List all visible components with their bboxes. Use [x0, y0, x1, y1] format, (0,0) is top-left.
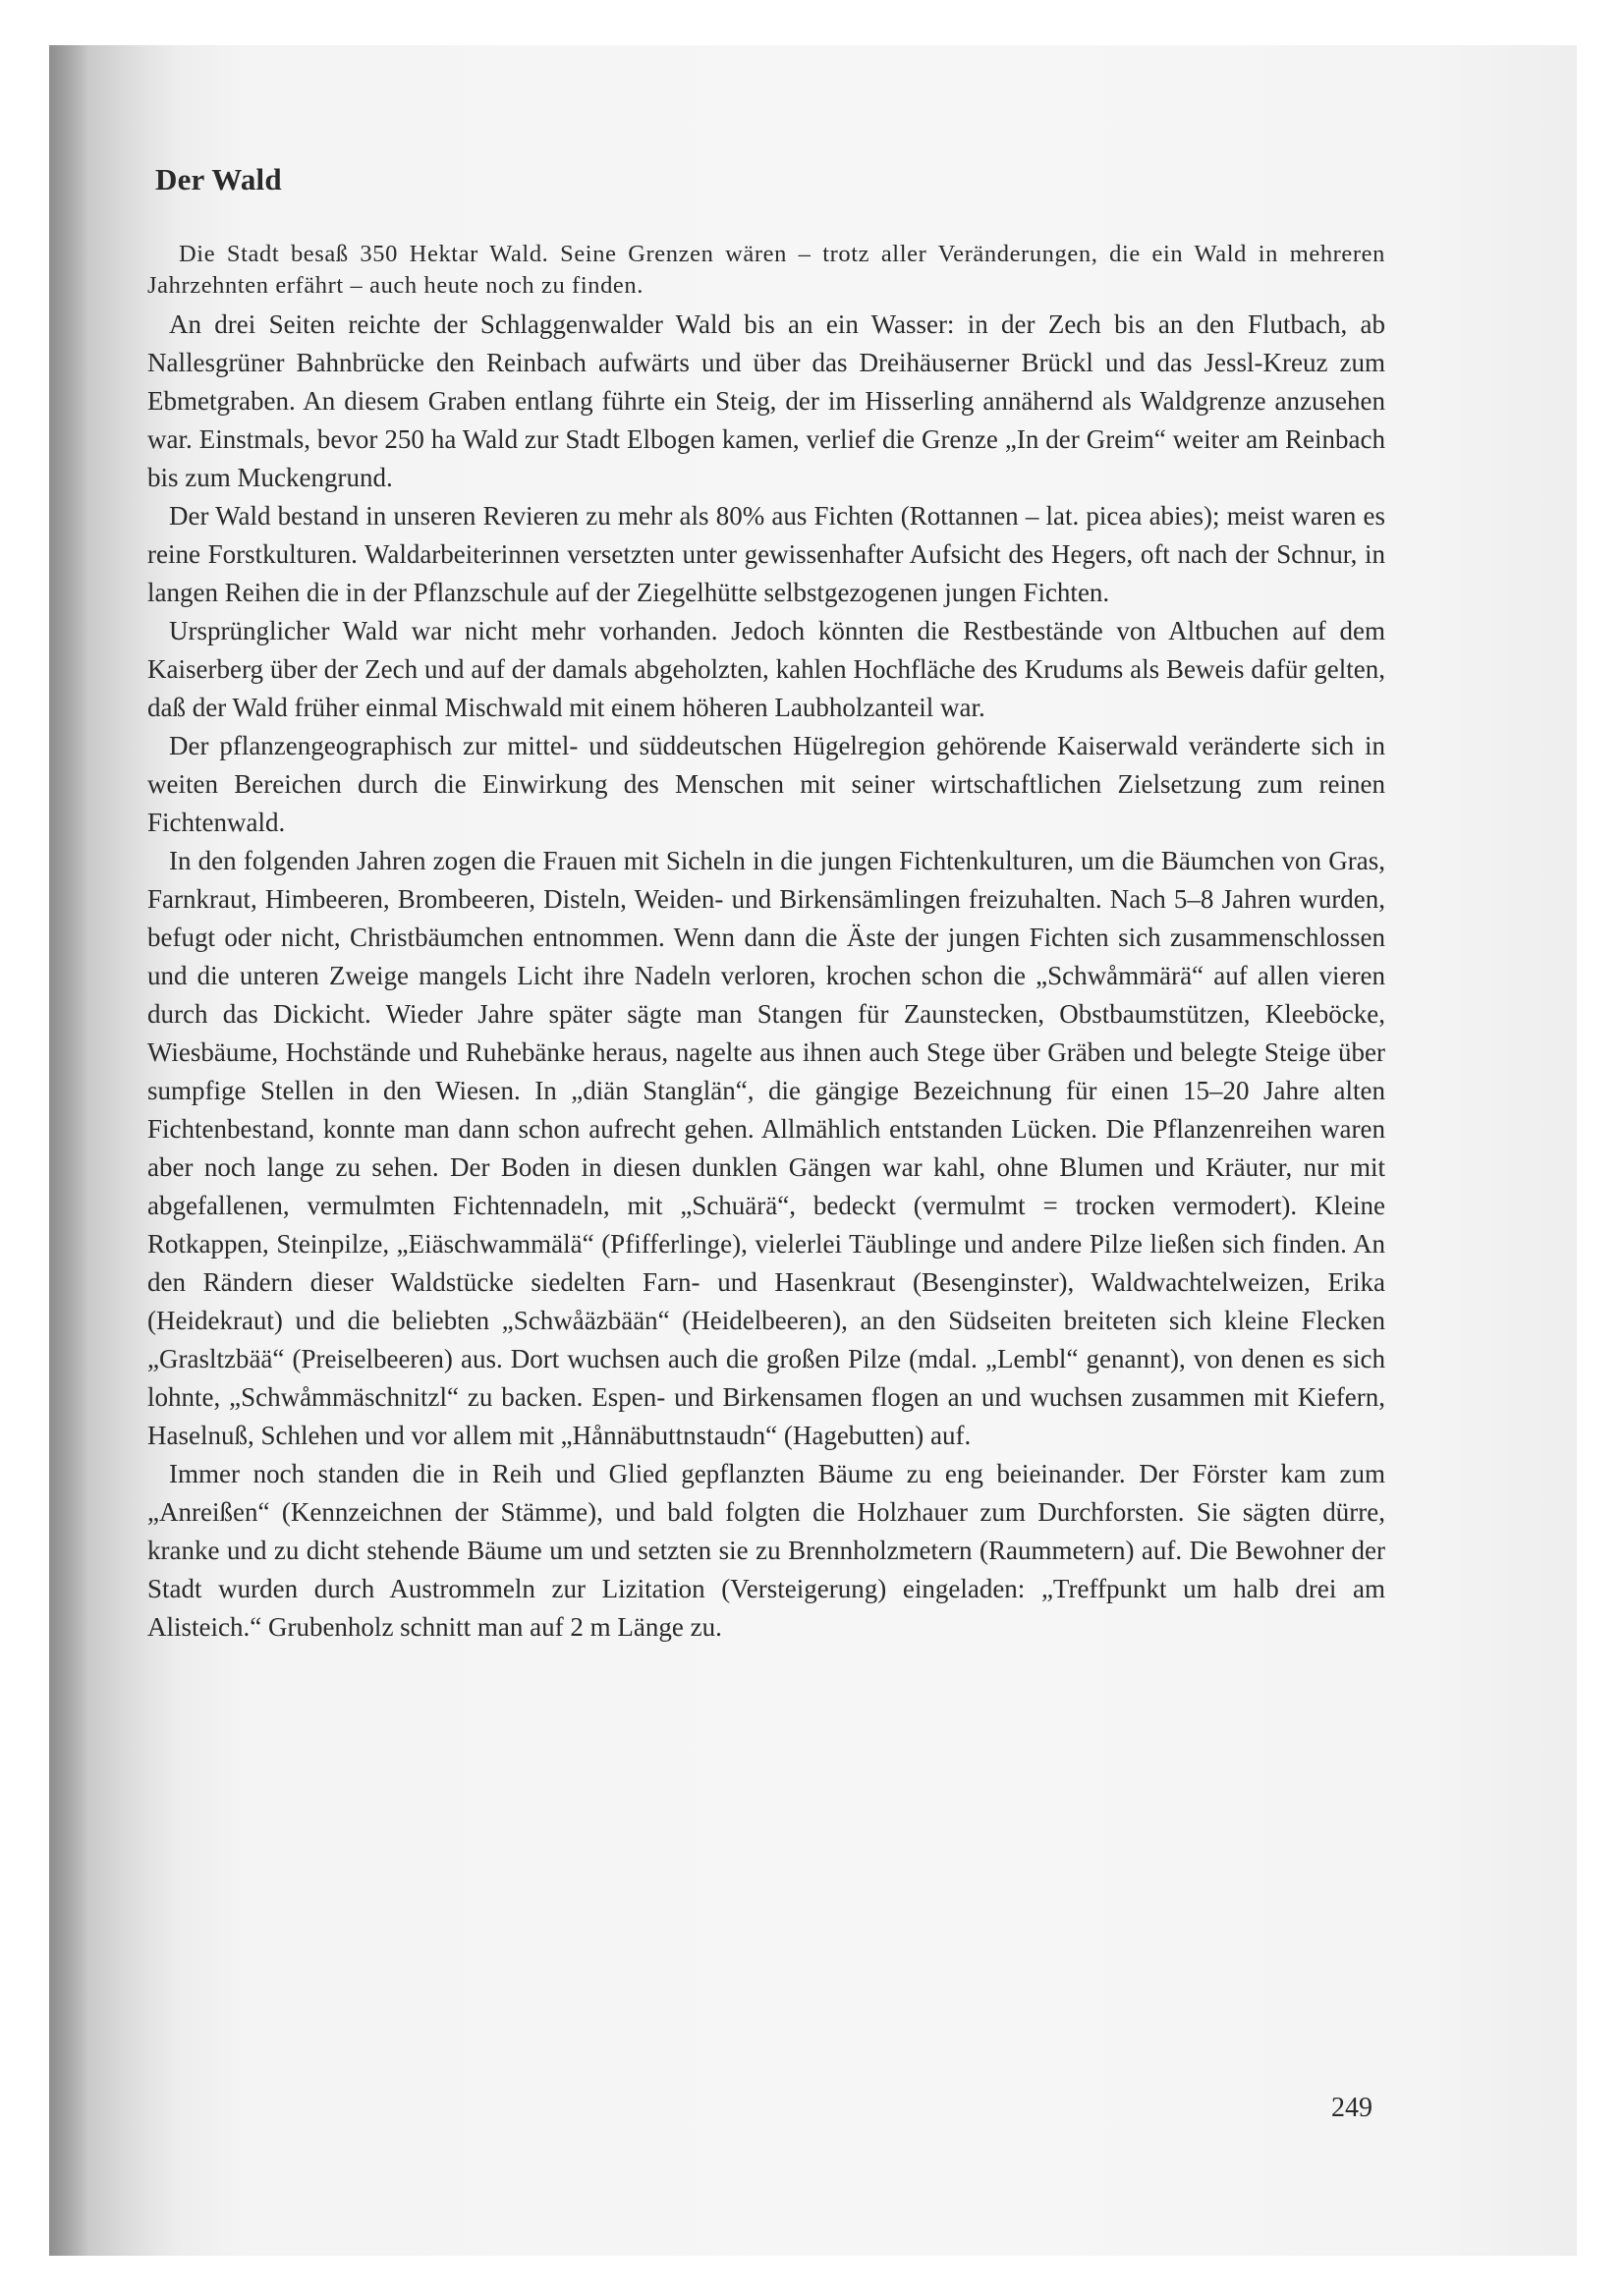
paragraph-kaiserwald: Der pflanzengeographisch zur mittel- und süddeutschen Hügelregion gehörende Kaiserwald veränderte sich in weiten Bereichen durch die Einwirkung des Menschen mit seiner wirtschaftlichen Zielsetzung zum reinen Fichtenwald.	[147, 731, 1385, 837]
paragraph-thinning: Immer noch standen die in Reih und Glied gepflanzten Bäume zu eng beieinander. Der Förster kam zum „Anreißen“ (Kennzeichnen der Stämme), und bald folgten die Holzhauer zum Durchforsten. Sie sägten dürre, kranke und zu dicht stehende Bäume um und setzten sie zu Brennholzmetern (Raummetern) auf. Die Bewohner der Stadt wurden durch Austrommeln zur Lizitation (Versteigerung) eingeladen: „Treffpunkt um halb drei am Alisteich.“ Grubenholz schnitt man auf 2 m Länge zu.	[147, 1459, 1385, 1642]
body-text	[147, 306, 1385, 1647]
paragraph-boundaries: An drei Seiten reichte der Schlaggenwalder Wald bis an ein Wasser: in der Zech bis an den Flutbach, ab Nallesgrüner Bahnbrücke den Reinbach aufwärts und über das Dreihäuserner Brückl und das Jessl-Kreuz zum Ebmetgraben. An diesem Graben entlang führte ein Steig, der im Hisserling annähernd als Waldgrenze anzusehen war. Einstmals, bevor 250 ha Wald zur Stadt Elbogen kamen, verlief die Grenze „In der Greim“ weiter am Reinbach bis zum Muckengrund.	[147, 309, 1385, 492]
paragraph-growth: In den folgenden Jahren zogen die Frauen mit Sicheln in die jungen Fichtenkulturen, um die Bäumchen von Gras, Farnkraut, Himbeeren, Brombeeren, Disteln, Weiden- und Birkensämlingen freizuhalten. Nach 5–8 Jahren wurden, befugt oder nicht, Christbäumchen entnommen. Wenn dann die Äste der jungen Fichten sich zusammenschlossen und die unteren Zweige mangels Licht ihre Nadeln verloren, krochen schon die „Schwåmmärä“ auf allen vieren durch das Dickicht. Wieder Jahre später sägte man Stangen für Zaunstecken, Obstbaumstützen, Kleeböcke, Wiesbäume, Hochstände und Ruhebänke heraus, nagelte aus ihnen auch Stege über Gräben und belegte Steige über sumpfige Stellen in den Wiesen. In „diän Stanglän“, die gängige Bezeichnung für einen 15–20 Jahre alten Fichtenbestand, konnte man dann schon aufrecht gehen. Allmählich entstanden Lücken. Die Pflanzenreihen waren aber noch lange zu sehen. Der Boden in diesen dunklen Gängen war kahl, ohne Blumen und Kräuter, nur mit abgefallenen, vermulmten Fichtennadeln, mit „Schuärä“, bedeckt (vermulmt = trocken vermodert). Kleine Rotkappen, Steinpilze, „Eiäschwammälä“ (Pfifferlinge), vielerlei Täublinge und andere Pilze ließen sich finden. An den Rändern dieser Waldstücke siedelten Farn- und Hasenkraut (Besenginster), Waldwachtelweizen, Erika (Heidekraut) und die beliebten „Schwåäzbään“ (Heidelbeeren), an den Südseiten breiteten sich kleine Flecken „Grasltzbää“ (Preiselbeeren) aus. Dort wuchsen auch die großen Pilze (mdal. „Lembl“ genannt), von denen es sich lohnte, „Schwåmmäschnitzl“ zu backen. Espen- und Birkensamen flogen an und wuchsen zusammen mit Kiefern, Haselnuß, Schlehen und vor allem mit „Hånnäbuttnstaudn“ (Hagebutten) auf.	[147, 846, 1385, 1450]
paragraph-spruce: Der Wald bestand in unseren Revieren zu mehr als 80% aus Fichten (Rottannen – lat. picea abies); meist waren es reine Forstkulturen. Waldarbeiterinnen versetzten unter gewissenhafter Aufsicht des Hegers, oft nach der Schnur, in langen Reihen die in der Pflanzschule auf der Ziegelhütte selbstgezogenen jungen Fichten.	[147, 501, 1385, 607]
binding-shadow	[49, 45, 88, 2256]
paragraph-original-forest: Ursprünglicher Wald war nicht mehr vorhanden. Jedoch könnten die Restbestände von Altbuchen auf dem Kaiserberg über der Zech und auf der damals abgeholzten, kahlen Hochfläche des Krudums als Beweis dafür gelten, daß der Wald früher einmal Mischwald mit einem höheren Laubholzanteil war.	[147, 616, 1385, 722]
page-content	[147, 162, 1385, 1647]
section-heading: Der Wald	[155, 162, 282, 196]
paragraph-intro: Die Stadt besaß 350 Hektar Wald. Seine Grenzen wären – trotz aller Veränderungen, die ein Wald in mehreren Jahrzehnten erfährt – auch heute noch zu finden.	[147, 241, 1385, 299]
page-number: 249	[1331, 2093, 1372, 2123]
intro-block	[147, 239, 1385, 302]
